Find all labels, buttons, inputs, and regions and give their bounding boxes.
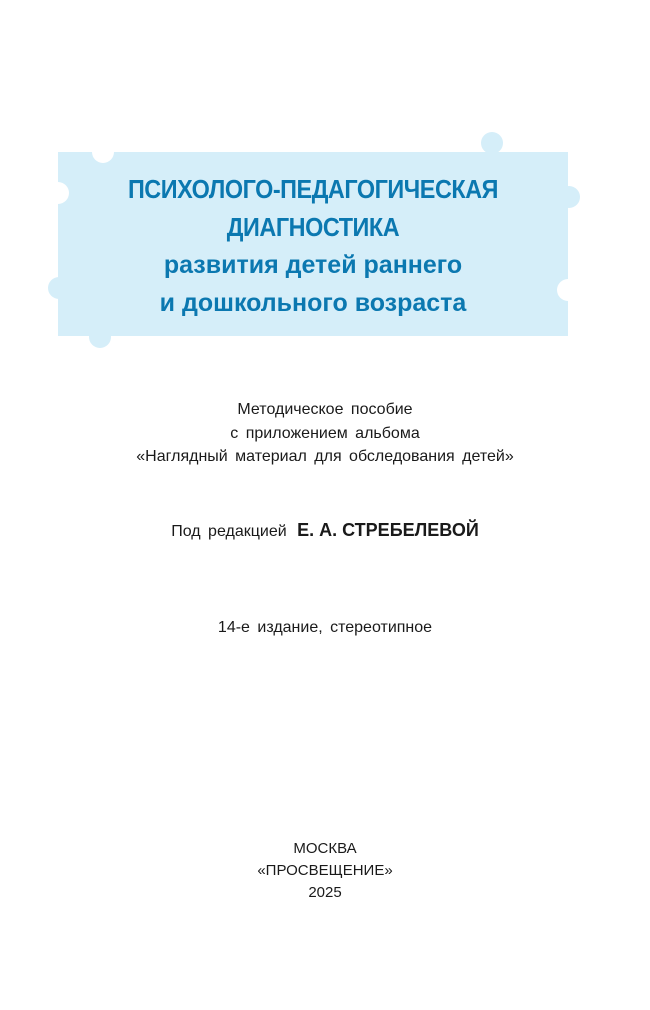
subtitle-line-2: с приложением альбома [230,424,420,442]
title-line-3: развития детей раннего [163,251,463,279]
puzzle-bump [89,326,111,348]
puzzle-notch [92,141,114,163]
title-line-1: ПСИХОЛОГО-ПЕДАГОГИЧЕСКАЯ [127,174,499,204]
editor-prefix: Под редакцией [171,523,287,540]
publisher-block [0,838,650,904]
edition: 14-е издание, стереотипное [217,619,433,636]
publication-year: 2025 [308,884,342,901]
subtitle-line-3: «Наглядный материал для обследования детей» [136,448,514,465]
publisher-name: «ПРОСВЕЩЕНИЕ» [257,862,393,879]
subtitle [0,398,650,469]
subtitle-line-1: Методическое пособие [237,401,413,418]
editor-line [0,520,650,541]
title-line-2: ДИАГНОСТИКА [226,212,400,242]
puzzle-bump [481,132,503,154]
publisher-city: МОСКВА [293,840,357,857]
book-title [58,170,568,322]
title-line-4: и дошкольного возраста [159,289,467,317]
editor-name: Е. А. СТРЕБЕЛЕВОЙ [297,520,479,540]
